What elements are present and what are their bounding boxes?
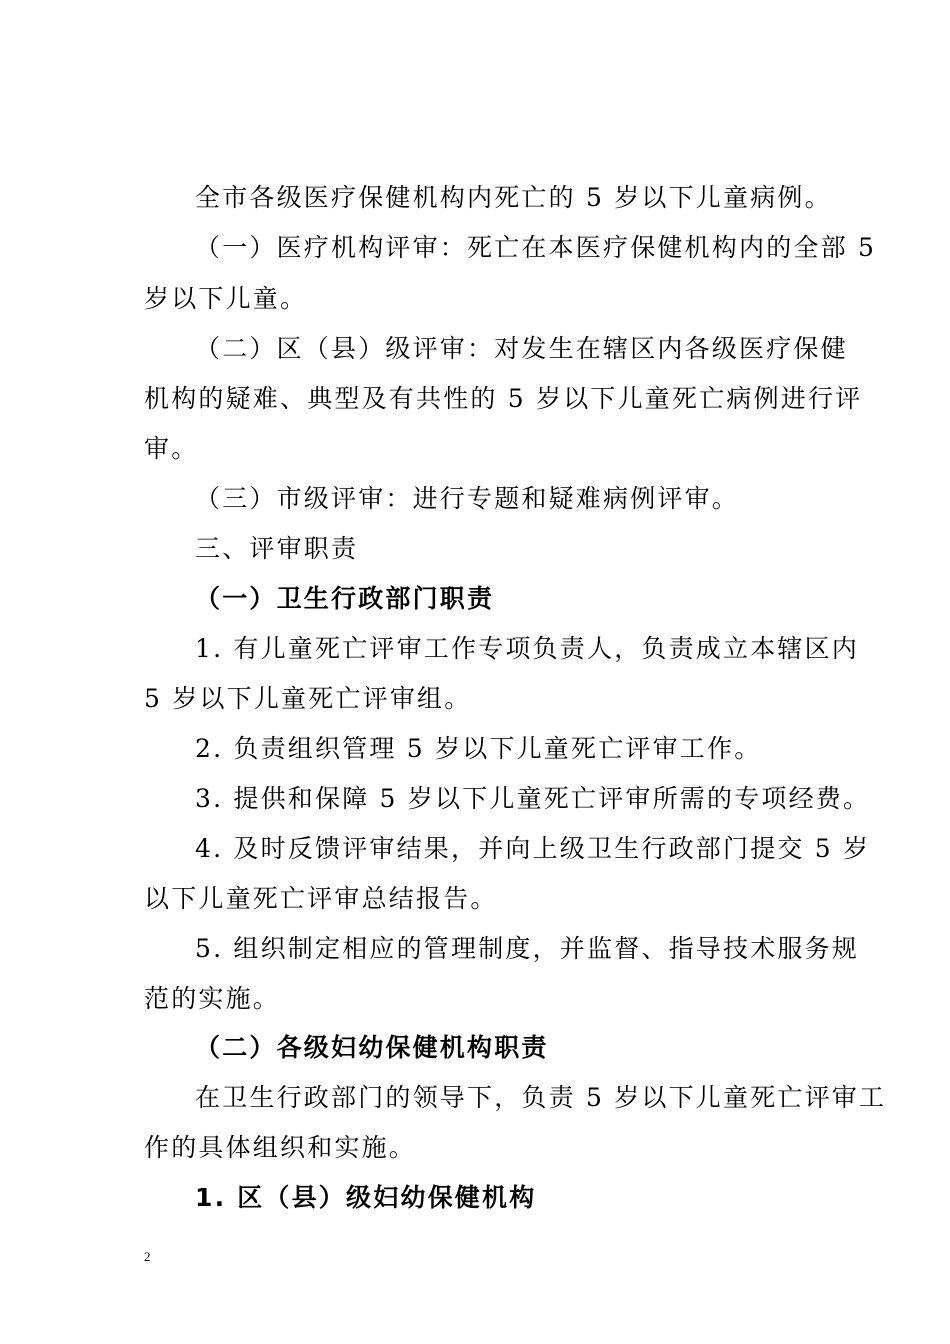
list-item: 4. 及时反馈评审结果，并向上级卫生行政部门提交 5 岁 (195, 834, 871, 863)
paragraph-line: （三）市级评审：进行专题和疑难病例评审。 (195, 484, 740, 513)
paragraph-line: 审。 (144, 434, 199, 463)
list-item: 5. 组织制定相应的管理制度，并监督、指导技术服务规 (195, 934, 860, 963)
paragraph-line: （二）区（县）级评审：对发生在辖区内各级医疗保健 (195, 334, 848, 363)
subsection-heading: （一）卫生行政部门职责 (195, 584, 495, 613)
paragraph-line: 以下儿童死亡评审总结报告。 (144, 884, 498, 913)
paragraph-line: （一）医疗机构评审：死亡在本医疗保健机构内的全部 5 (195, 233, 877, 262)
paragraph-line: 作的具体组织和实施。 (144, 1133, 417, 1162)
subsection-heading: 1. 区（县）级妇幼保健机构 (195, 1183, 537, 1212)
paragraph-line: 在卫生行政部门的领导下，负责 5 岁以下儿童死亡评审工 (195, 1083, 887, 1112)
list-item: 2. 负责组织管理 5 岁以下儿童死亡评审工作。 (195, 734, 762, 763)
paragraph-line: 范的实施。 (144, 984, 281, 1013)
page-number: 2 (144, 1249, 151, 1264)
list-item: 1. 有儿童死亡评审工作专项负责人，负责成立本辖区内 (195, 634, 860, 663)
paragraph-line: 全市各级医疗保健机构内死亡的 5 岁以下儿童病例。 (195, 183, 832, 212)
paragraph-line: 机构的疑难、典型及有共性的 5 岁以下儿童死亡病例进行评 (144, 384, 863, 413)
paragraph-line: 岁以下儿童。 (144, 284, 308, 313)
paragraph-line: 5 岁以下儿童死亡评审组。 (144, 684, 472, 713)
list-item: 3. 提供和保障 5 岁以下儿童死亡评审所需的专项经费。 (195, 784, 871, 813)
subsection-heading: （二）各级妇幼保健机构职责 (195, 1033, 549, 1062)
section-heading: 三、评审职责 (195, 534, 359, 563)
